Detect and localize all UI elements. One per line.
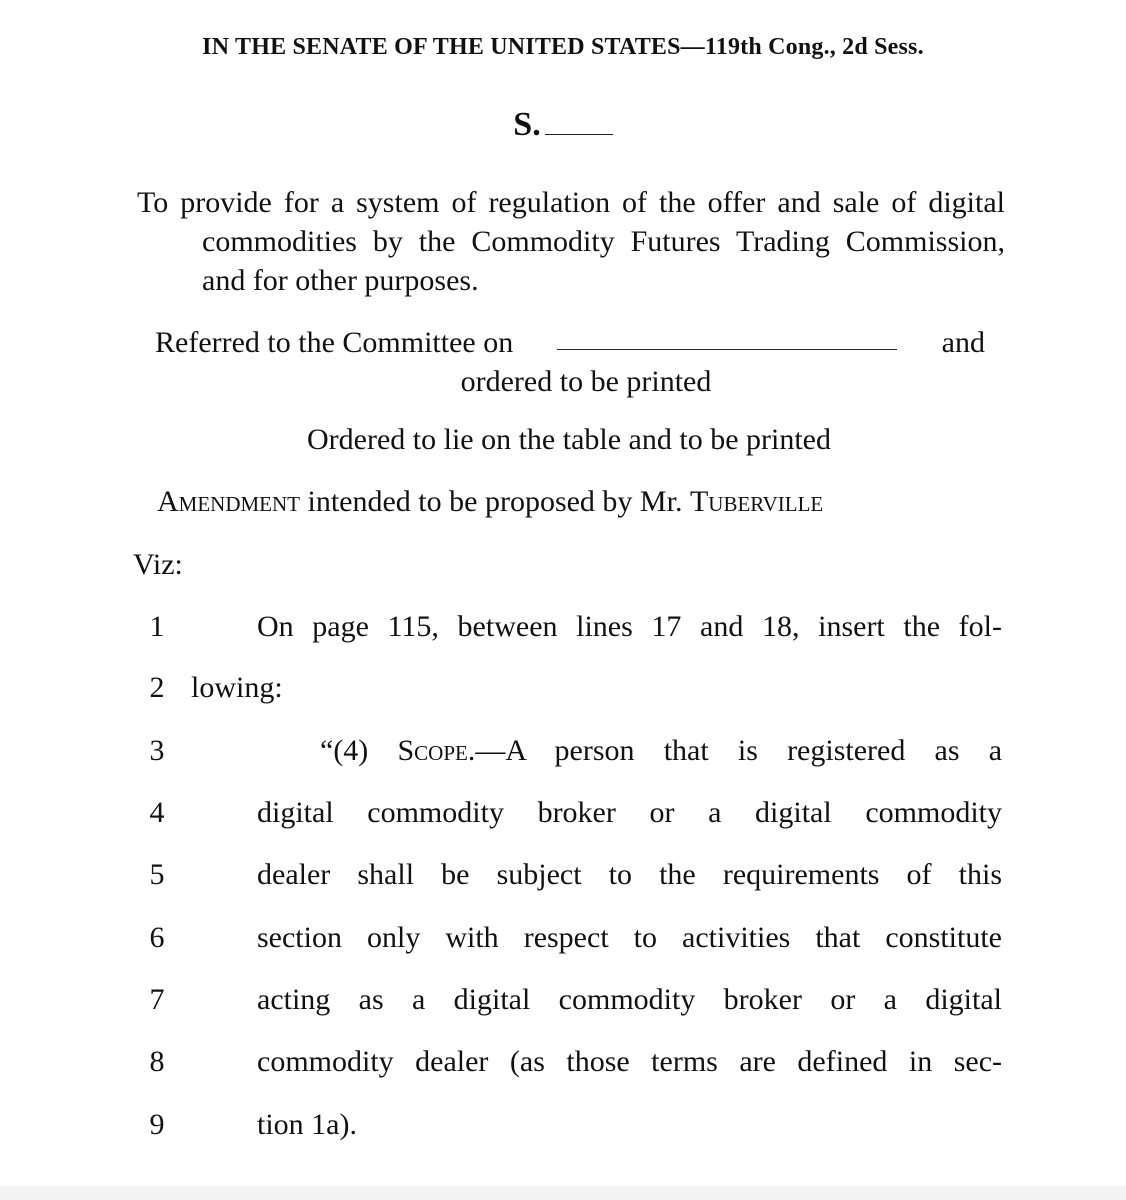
- referral-line-2: ordered to be printed: [460, 365, 712, 398]
- line-number: 4: [149, 796, 165, 829]
- line-body: A person that is registered as a: [505, 734, 1003, 767]
- line-text: tion 1a).: [257, 1108, 357, 1141]
- amendment-line: [157, 485, 823, 519]
- line-number: 5: [149, 858, 165, 891]
- bill-line: [0, 796, 1126, 836]
- line-text: lowing:: [191, 671, 283, 704]
- line-text: acting as a digital commodity broker or a digital: [257, 983, 1002, 1016]
- referral-line-1: [137, 323, 1005, 362]
- viz-label: Viz:: [133, 548, 183, 581]
- bill-line: [0, 858, 1126, 898]
- line-text: On page 115, between lines 17 and 18, insert the fol-: [257, 610, 1002, 643]
- quote-open: “(4): [320, 734, 369, 767]
- heading-punct: .—: [467, 734, 506, 767]
- line-number: 6: [149, 921, 165, 954]
- line-number: 8: [149, 1045, 165, 1078]
- table-order: Ordered to lie on the table and to be printed: [307, 423, 831, 456]
- amendment-sponsor: Tuberville: [689, 485, 824, 518]
- referral-prefix: Referred to the Committee on: [155, 326, 514, 359]
- bill-line: [0, 1045, 1126, 1085]
- bill-prefix: S.: [513, 106, 541, 143]
- bill-line: [0, 671, 1126, 711]
- committee-blank: [557, 323, 897, 350]
- amendment-label: Amendment: [157, 485, 300, 518]
- line-number: 3: [149, 734, 165, 767]
- line-text: commodity dealer (as those terms are defined in sec-: [257, 1045, 1002, 1078]
- line-number: 1: [149, 610, 165, 643]
- line-text: digital commodity broker or a digital commodity: [257, 796, 1002, 829]
- line-text: dealer shall be subject to the requirements of this: [257, 858, 1002, 891]
- section-heading: Scope: [397, 734, 468, 767]
- bill-number: [0, 106, 1126, 144]
- session-header: IN THE SENATE OF THE UNITED STATES—119th Cong., 2d Sess.: [202, 34, 924, 60]
- bill-line: [0, 1108, 1126, 1148]
- bill-line: [0, 610, 1126, 650]
- bill-line: [0, 734, 1126, 774]
- bill-purpose: To provide for a system of regulation of the offer and sale of digital commodities by the Commodity Futures Trading Commission, and for other purposes.: [137, 186, 1005, 297]
- referral-suffix: and: [941, 326, 985, 359]
- line-number: 7: [149, 983, 165, 1016]
- line-number: 2: [149, 671, 165, 704]
- line-text: section only with respect to activities that constitute: [257, 921, 1002, 954]
- bill-number-blank: [545, 133, 613, 135]
- bill-line: [0, 983, 1126, 1023]
- page-bottom-edge: [0, 1186, 1126, 1200]
- referral-block: [137, 323, 1005, 401]
- amendment-intro: intended to be proposed by Mr.: [307, 485, 683, 518]
- bill-line: [0, 921, 1126, 961]
- line-text: [320, 734, 1002, 768]
- line-number: 9: [149, 1108, 165, 1141]
